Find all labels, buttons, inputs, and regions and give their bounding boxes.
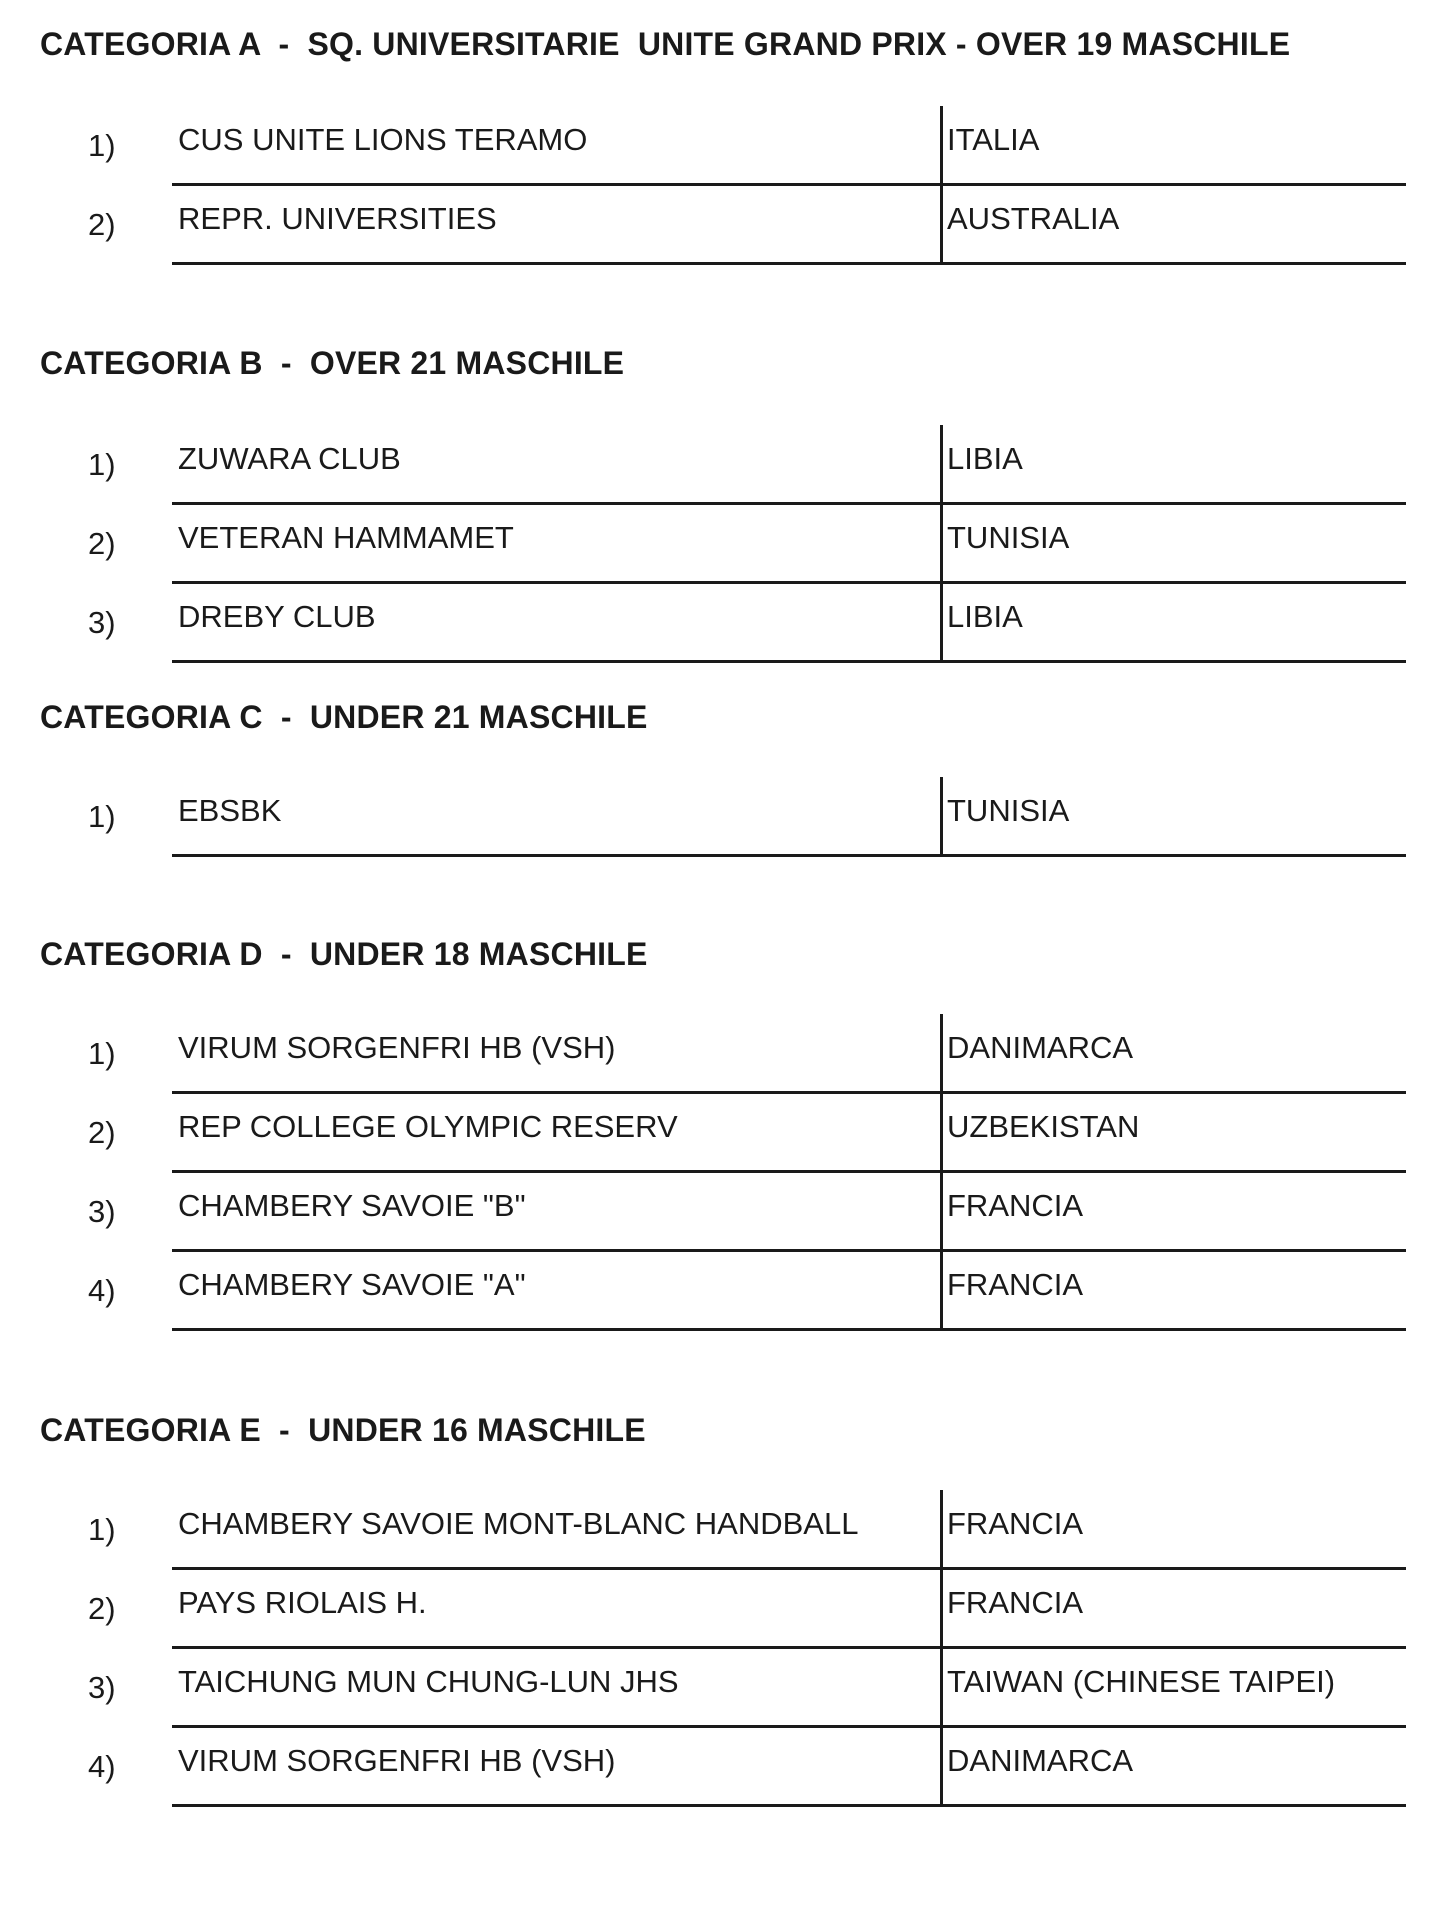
rank-label: 3) [88,1194,116,1229]
country-name: AUSTRALIA [947,201,1120,236]
team-name: VIRUM SORGENFRI HB (VSH) [178,1743,616,1778]
table-row [0,1251,1451,1330]
column-divider [940,1648,943,1727]
team-name: ZUWARA CLUB [178,441,401,476]
country-name: TUNISIA [947,793,1070,828]
standings-table [0,425,1451,662]
country-name: FRANCIA [947,1267,1084,1302]
team-name: VETERAN HAMMAMET [178,520,514,555]
team-name: CHAMBERY SAVOIE "B" [178,1188,526,1223]
team-name: CHAMBERY SAVOIE "A" [178,1267,526,1302]
team-name: PAYS RIOLAIS H. [178,1585,427,1620]
team-name: REPR. UNIVERSITIES [178,201,497,236]
column-divider [940,185,943,264]
row-divider [172,660,1406,663]
rank-label: 2) [88,207,116,242]
column-divider [940,1251,943,1330]
rank-label: 1) [88,447,116,482]
column-divider [940,1014,943,1093]
category-title: CATEGORIA E - UNDER 16 MASCHILE [40,1412,646,1448]
country-name: LIBIA [947,599,1023,634]
country-name: FRANCIA [947,1506,1084,1541]
category-title: CATEGORIA D - UNDER 18 MASCHILE [40,936,648,972]
column-divider [940,1172,943,1251]
rank-label: 1) [88,799,116,834]
row-divider [172,1328,1406,1331]
column-divider [940,1569,943,1648]
column-divider [940,583,943,662]
country-name: LIBIA [947,441,1023,476]
team-name: TAICHUNG MUN CHUNG-LUN JHS [178,1664,679,1699]
column-divider [940,1093,943,1172]
standings-table [0,777,1451,856]
column-divider [940,1727,943,1806]
team-name: REP COLLEGE OLYMPIC RESERV [178,1109,678,1144]
rank-label: 1) [88,1036,116,1071]
table-row [0,1172,1451,1251]
table-row [0,1569,1451,1648]
table-row [0,106,1451,185]
table-row [0,583,1451,662]
standings-table [0,1490,1451,1806]
country-name: ITALIA [947,122,1040,157]
table-row [0,504,1451,583]
rank-label: 1) [88,128,116,163]
column-divider [940,504,943,583]
table-row [0,1490,1451,1569]
table-row [0,425,1451,504]
team-name: CHAMBERY SAVOIE MONT-BLANC HANDBALL [178,1506,859,1541]
rank-label: 3) [88,605,116,640]
country-name: DANIMARCA [947,1030,1134,1065]
table-row [0,1648,1451,1727]
country-name: DANIMARCA [947,1743,1134,1778]
row-divider [172,262,1406,265]
country-name: TUNISIA [947,520,1070,555]
category-title: CATEGORIA C - UNDER 21 MASCHILE [40,699,648,735]
table-row [0,1727,1451,1806]
team-name: EBSBK [178,793,282,828]
standings-table [0,106,1451,264]
category-title: CATEGORIA B - OVER 21 MASCHILE [40,345,625,381]
team-name: VIRUM SORGENFRI HB (VSH) [178,1030,616,1065]
table-row [0,1014,1451,1093]
rank-label: 2) [88,1591,116,1626]
team-name: CUS UNITE LIONS TERAMO [178,122,588,157]
rank-label: 1) [88,1512,116,1547]
team-name: DREBY CLUB [178,599,376,634]
column-divider [940,1490,943,1569]
column-divider [940,106,943,185]
rank-label: 4) [88,1749,116,1784]
table-row [0,777,1451,856]
rank-label: 3) [88,1670,116,1705]
column-divider [940,425,943,504]
country-name: FRANCIA [947,1585,1084,1620]
table-row [0,185,1451,264]
country-name: FRANCIA [947,1188,1084,1223]
column-divider [940,777,943,856]
rank-label: 2) [88,526,116,561]
table-row [0,1093,1451,1172]
rank-label: 4) [88,1273,116,1308]
row-divider [172,854,1406,857]
row-divider [172,1804,1406,1807]
rank-label: 2) [88,1115,116,1150]
country-name: UZBEKISTAN [947,1109,1140,1144]
country-name: TAIWAN (CHINESE TAIPEI) [947,1664,1336,1699]
standings-table [0,1014,1451,1330]
category-title: CATEGORIA A - SQ. UNIVERSITARIE UNITE GRAND PRIX - OVER 19 MASCHILE [40,26,1291,62]
